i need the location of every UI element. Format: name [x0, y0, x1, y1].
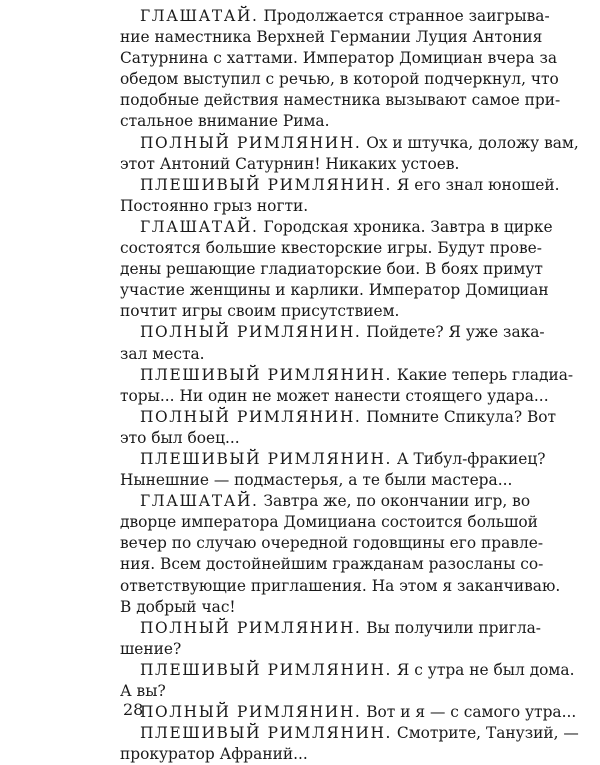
text-line [120, 322, 545, 343]
line-text: прокуратор Афраний... [120, 745, 308, 764]
text-line [120, 639, 488, 660]
text-line [120, 217, 553, 238]
line-text: подобные действия наместника вызывают самое при- [120, 91, 561, 110]
speaker-name: ПЛЕШИВЫЙ РИМЛЯНИН. [140, 449, 393, 468]
line-text: Я с утра не был дома. [392, 660, 575, 679]
text-line [120, 554, 544, 575]
text-line [120, 133, 579, 154]
line-text: Вот и я — с самого утра... [361, 703, 577, 722]
line-text: Помните Спикула? Вот [361, 407, 557, 426]
text-line [120, 175, 560, 196]
line-text: В добрый час! [120, 597, 236, 616]
line-text: ние наместника Верхней Германии Луция Антония [120, 28, 543, 47]
text-line [120, 597, 488, 618]
line-text: дворце императора Домициана состоится большой [120, 513, 538, 532]
speaker-name: ПОЛНЫЙ РИМЛЯНИН. [140, 618, 362, 637]
line-text: Продолжается странное заигрыва- [258, 7, 550, 25]
text-line [120, 301, 488, 322]
speaker-name: ПЛЕШИВЫЙ РИМЛЯНИН. [140, 724, 393, 743]
line-text: обедом выступил с речью, в которой подчеркнул, что [120, 70, 559, 89]
line-text: Смотрите, Танузий, — [392, 724, 579, 743]
speaker-name: ГЛАШАТАЙ. [140, 7, 259, 25]
line-text: Вы получили пригла- [361, 618, 541, 637]
line-text: Завтра же, по окончании игр, во [258, 492, 531, 511]
line-text: Сатурнина с хаттами. Император Домициан вчера за [120, 49, 558, 68]
text-line [120, 69, 559, 90]
text-line [120, 428, 488, 449]
line-text: шение? [120, 639, 182, 658]
line-text: Городская хроника. Завтра в цирке [258, 217, 553, 236]
text-line [120, 238, 542, 259]
text-line [120, 512, 538, 533]
speaker-name: ПЛЕШИВЫЙ РИМЛЯНИН. [140, 175, 393, 194]
line-text: дены решающие гладиаторские бои. В боях примут [120, 260, 543, 279]
text-line [120, 702, 577, 723]
play-text [120, 6, 579, 765]
speaker-name: ПОЛНЫЙ РИМЛЯНИН. [140, 703, 362, 722]
line-text: состоятся большие квесторские игры. Будут прове- [120, 239, 542, 258]
speaker-name: ГЛАШАТАЙ. [140, 492, 259, 511]
speaker-name: ГЛАШАТАЙ. [140, 217, 259, 236]
line-text: стальное внимание Рима. [120, 112, 330, 131]
text-line [120, 491, 531, 512]
text-line [120, 449, 546, 470]
text-line [120, 344, 488, 365]
text-line [120, 470, 513, 491]
text-line [120, 618, 541, 639]
line-text: зал места. [120, 344, 205, 363]
line-text: этот Антоний Сатурнин! Никаких устоев. [120, 154, 460, 173]
line-text: торы... Ни один не может нанести стоящего удара... [120, 386, 549, 405]
speaker-name: ПОЛНЫЙ РИМЛЯНИН. [140, 407, 362, 426]
text-line [120, 48, 558, 69]
line-text: А вы? [120, 682, 166, 700]
speaker-name: ПЛЕШИВЫЙ РИМЛЯНИН. [140, 365, 393, 384]
line-text: Я его знал юношей. [392, 175, 560, 194]
text-line [120, 365, 574, 386]
line-text: почтит игры своим присутствием. [120, 302, 400, 321]
text-line [120, 681, 488, 702]
line-text: Ох и штучка, доложу вам, [361, 133, 579, 152]
text-line [120, 27, 543, 48]
line-text: А Тибул-фракиец? [392, 449, 546, 468]
line-text: Постоянно грыз ногти. [120, 196, 309, 215]
text-line [120, 386, 549, 407]
text-line [120, 576, 561, 597]
line-text: участие женщины и карлики. Император Домициан [120, 281, 549, 300]
text-line [120, 660, 575, 681]
text-line [120, 744, 488, 765]
text-line [120, 407, 557, 428]
line-text: Пойдете? Я уже зака- [361, 323, 545, 342]
text-line [120, 90, 561, 111]
line-text: Какие теперь гладиа- [392, 365, 574, 384]
text-line [120, 196, 488, 217]
text-line [120, 154, 488, 175]
page-number: 28 [123, 700, 144, 719]
text-line [120, 6, 550, 27]
speaker-name: ПЛЕШИВЫЙ РИМЛЯНИН. [140, 660, 393, 679]
text-line [120, 533, 544, 554]
line-text: вечер по случаю очередной годовщины его правле- [120, 534, 544, 553]
line-text: ния. Всем достойнейшим гражданам разосланы со- [120, 555, 544, 574]
speaker-name: ПОЛНЫЙ РИМЛЯНИН. [140, 323, 362, 342]
line-text: ответствующие приглашения. На этом я заканчиваю. [120, 576, 561, 595]
text-line [120, 111, 488, 132]
line-text: это был боец... [120, 428, 240, 447]
text-line [120, 723, 579, 744]
speaker-name: ПОЛНЫЙ РИМЛЯНИН. [140, 133, 362, 152]
line-text: Нынешние — подмастерья, а те были мастера... [120, 471, 513, 490]
text-line [120, 259, 543, 280]
text-line [120, 280, 549, 301]
